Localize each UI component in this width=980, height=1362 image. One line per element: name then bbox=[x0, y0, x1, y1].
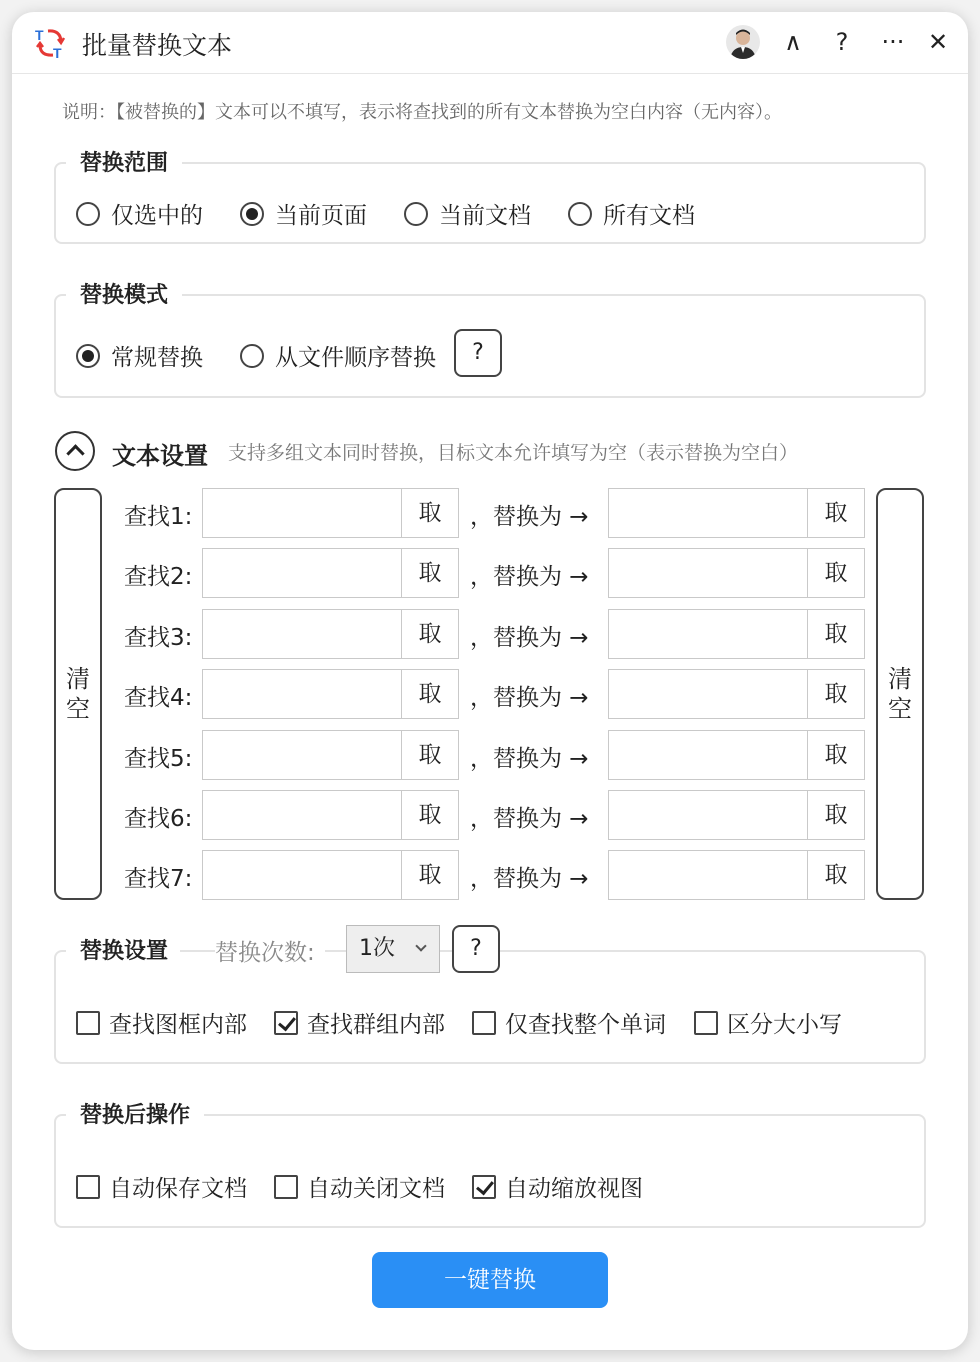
svg-text:T: T bbox=[53, 45, 62, 60]
option-label: 查找群组内部 bbox=[307, 1012, 445, 1038]
mode-option-label: 从文件顺序替换 bbox=[275, 345, 436, 371]
find-input[interactable] bbox=[202, 850, 402, 900]
find-input[interactable] bbox=[202, 669, 402, 719]
mode-option-file-order[interactable] bbox=[240, 339, 436, 372]
replace-input[interactable] bbox=[608, 790, 808, 840]
replace-settings-title: 替换设置 bbox=[66, 934, 180, 965]
find-label: 查找4: bbox=[124, 685, 193, 711]
pick-find-button[interactable]: 取 bbox=[401, 609, 459, 659]
dialog-window bbox=[12, 12, 968, 1350]
option-auto-save[interactable] bbox=[76, 1170, 247, 1203]
after-actions-group bbox=[54, 1114, 926, 1228]
clear-label-char: 空 bbox=[66, 695, 90, 723]
radio-icon bbox=[404, 202, 428, 226]
clear-label-char: 清 bbox=[66, 665, 90, 693]
find-replace-row bbox=[12, 488, 968, 540]
replace-with-label: ，替换为 → bbox=[470, 806, 589, 832]
option-label: 查找图框内部 bbox=[109, 1012, 247, 1038]
checkbox-icon bbox=[76, 1175, 100, 1199]
option-label: 区分大小写 bbox=[727, 1012, 842, 1038]
mode-option-regular[interactable] bbox=[76, 339, 203, 372]
checkbox-checked-icon bbox=[472, 1175, 496, 1199]
option-search-frames[interactable] bbox=[76, 1006, 247, 1039]
collapse-window-button[interactable]: ∧ bbox=[784, 28, 802, 56]
scope-option-label: 当前文档 bbox=[439, 203, 531, 229]
replace-input[interactable] bbox=[608, 669, 808, 719]
option-label: 仅查找整个单词 bbox=[505, 1012, 666, 1038]
find-input[interactable] bbox=[202, 488, 402, 538]
scope-option-selected-only[interactable] bbox=[76, 197, 203, 230]
find-replace-row bbox=[12, 730, 968, 782]
window-title: 批量替换文本 bbox=[82, 31, 233, 60]
find-replace-row bbox=[12, 850, 968, 902]
option-search-groups[interactable] bbox=[274, 1006, 445, 1039]
checkbox-icon bbox=[472, 1011, 496, 1035]
radio-icon bbox=[240, 344, 264, 368]
scope-option-label: 当前页面 bbox=[275, 203, 367, 229]
find-label: 查找3: bbox=[124, 625, 193, 651]
find-input[interactable] bbox=[202, 730, 402, 780]
pick-replace-button[interactable]: 取 bbox=[807, 609, 865, 659]
chevron-up-icon[interactable] bbox=[55, 431, 95, 471]
find-replace-row bbox=[12, 548, 968, 600]
find-label: 查找7: bbox=[124, 866, 193, 892]
pick-replace-button[interactable]: 取 bbox=[807, 730, 865, 780]
scope-option-all-docs[interactable] bbox=[568, 197, 695, 230]
replace-with-label: ，替换为 → bbox=[470, 504, 589, 530]
scope-title: 替换范围 bbox=[66, 146, 182, 177]
option-label: 自动关闭文档 bbox=[307, 1176, 445, 1202]
pick-replace-button[interactable]: 取 bbox=[807, 548, 865, 598]
text-settings-title: 文本设置 bbox=[112, 442, 208, 470]
radio-selected-icon bbox=[240, 202, 264, 226]
find-label: 查找2: bbox=[124, 564, 193, 590]
mode-title: 替换模式 bbox=[66, 278, 182, 309]
find-replace-row bbox=[12, 609, 968, 661]
chevron-down-icon bbox=[415, 940, 426, 951]
checkbox-checked-icon bbox=[274, 1011, 298, 1035]
option-auto-zoom[interactable] bbox=[472, 1170, 643, 1203]
scope-option-label: 仅选中的 bbox=[111, 203, 203, 229]
replace-input[interactable] bbox=[608, 850, 808, 900]
title-bar bbox=[12, 12, 968, 74]
more-button[interactable]: ··· bbox=[881, 28, 905, 56]
find-input[interactable] bbox=[202, 609, 402, 659]
checkbox-icon bbox=[274, 1175, 298, 1199]
svg-text:T: T bbox=[35, 27, 44, 43]
replace-input[interactable] bbox=[608, 730, 808, 780]
find-input[interactable] bbox=[202, 548, 402, 598]
option-label: 自动保存文档 bbox=[109, 1176, 247, 1202]
replace-with-label: ，替换为 → bbox=[470, 564, 589, 590]
pick-find-button[interactable]: 取 bbox=[401, 730, 459, 780]
replace-input[interactable] bbox=[608, 609, 808, 659]
replace-count-value: 1次 bbox=[359, 936, 395, 961]
replace-with-label: ，替换为 → bbox=[470, 625, 589, 651]
pick-find-button[interactable]: 取 bbox=[401, 488, 459, 538]
text-settings-subtitle: 支持多组文本同时替换，目标文本允许填写为空（表示替换为空白） bbox=[228, 442, 799, 464]
close-button[interactable]: ✕ bbox=[927, 28, 949, 56]
pick-replace-button[interactable]: 取 bbox=[807, 850, 865, 900]
pick-replace-button[interactable]: 取 bbox=[807, 488, 865, 538]
avatar-icon bbox=[726, 25, 760, 59]
scope-option-current-page[interactable] bbox=[240, 197, 367, 230]
mode-group bbox=[54, 294, 926, 398]
replace-input[interactable] bbox=[608, 488, 808, 538]
radio-selected-icon bbox=[76, 344, 100, 368]
scope-option-label: 所有文档 bbox=[603, 203, 695, 229]
checkbox-icon bbox=[694, 1011, 718, 1035]
pick-find-button[interactable]: 取 bbox=[401, 790, 459, 840]
find-label: 查找1: bbox=[124, 504, 193, 530]
pick-find-button[interactable]: 取 bbox=[401, 548, 459, 598]
find-input[interactable] bbox=[202, 790, 402, 840]
clear-label-char: 清 bbox=[888, 665, 912, 693]
find-label: 查找5: bbox=[124, 746, 193, 772]
replace-count-label: 替换次数: bbox=[215, 934, 325, 967]
scope-group bbox=[54, 162, 926, 244]
clear-label-char: 空 bbox=[888, 695, 912, 723]
option-auto-close[interactable] bbox=[274, 1170, 445, 1203]
replace-count-select[interactable] bbox=[346, 925, 440, 973]
option-whole-word[interactable] bbox=[472, 1006, 666, 1039]
mode-option-label: 常规替换 bbox=[111, 345, 203, 371]
find-replace-row bbox=[12, 669, 968, 721]
pick-replace-button[interactable]: 取 bbox=[807, 790, 865, 840]
replace-input[interactable] bbox=[608, 548, 808, 598]
instruction-note: 说明：【被替换的】文本可以不填写，表示将查找到的所有文本替换为空白内容（无内容）。 bbox=[62, 102, 782, 123]
replace-with-label: ，替换为 → bbox=[470, 685, 589, 711]
scope-option-current-doc[interactable] bbox=[404, 197, 531, 230]
option-label: 自动缩放视图 bbox=[505, 1176, 643, 1202]
pick-replace-button[interactable]: 取 bbox=[807, 669, 865, 719]
replace-all-button[interactable]: 一键替换 bbox=[372, 1252, 608, 1308]
user-avatar[interactable] bbox=[726, 25, 760, 59]
find-replace-row bbox=[12, 790, 968, 842]
pick-find-button[interactable]: 取 bbox=[401, 669, 459, 719]
replace-with-label: ，替换为 → bbox=[470, 746, 589, 772]
checkbox-icon bbox=[76, 1011, 100, 1035]
mode-help-button[interactable]: ? bbox=[454, 329, 502, 377]
after-actions-title: 替换后操作 bbox=[66, 1098, 204, 1129]
find-label: 查找6: bbox=[124, 806, 193, 832]
option-match-case[interactable] bbox=[694, 1006, 842, 1039]
replace-with-label: ，替换为 → bbox=[470, 866, 589, 892]
radio-icon bbox=[568, 202, 592, 226]
replace-count-help-button[interactable]: ? bbox=[452, 925, 500, 973]
help-button[interactable]: ? bbox=[835, 28, 849, 56]
pick-find-button[interactable]: 取 bbox=[401, 850, 459, 900]
radio-icon bbox=[76, 202, 100, 226]
app-logo-icon bbox=[34, 26, 68, 60]
